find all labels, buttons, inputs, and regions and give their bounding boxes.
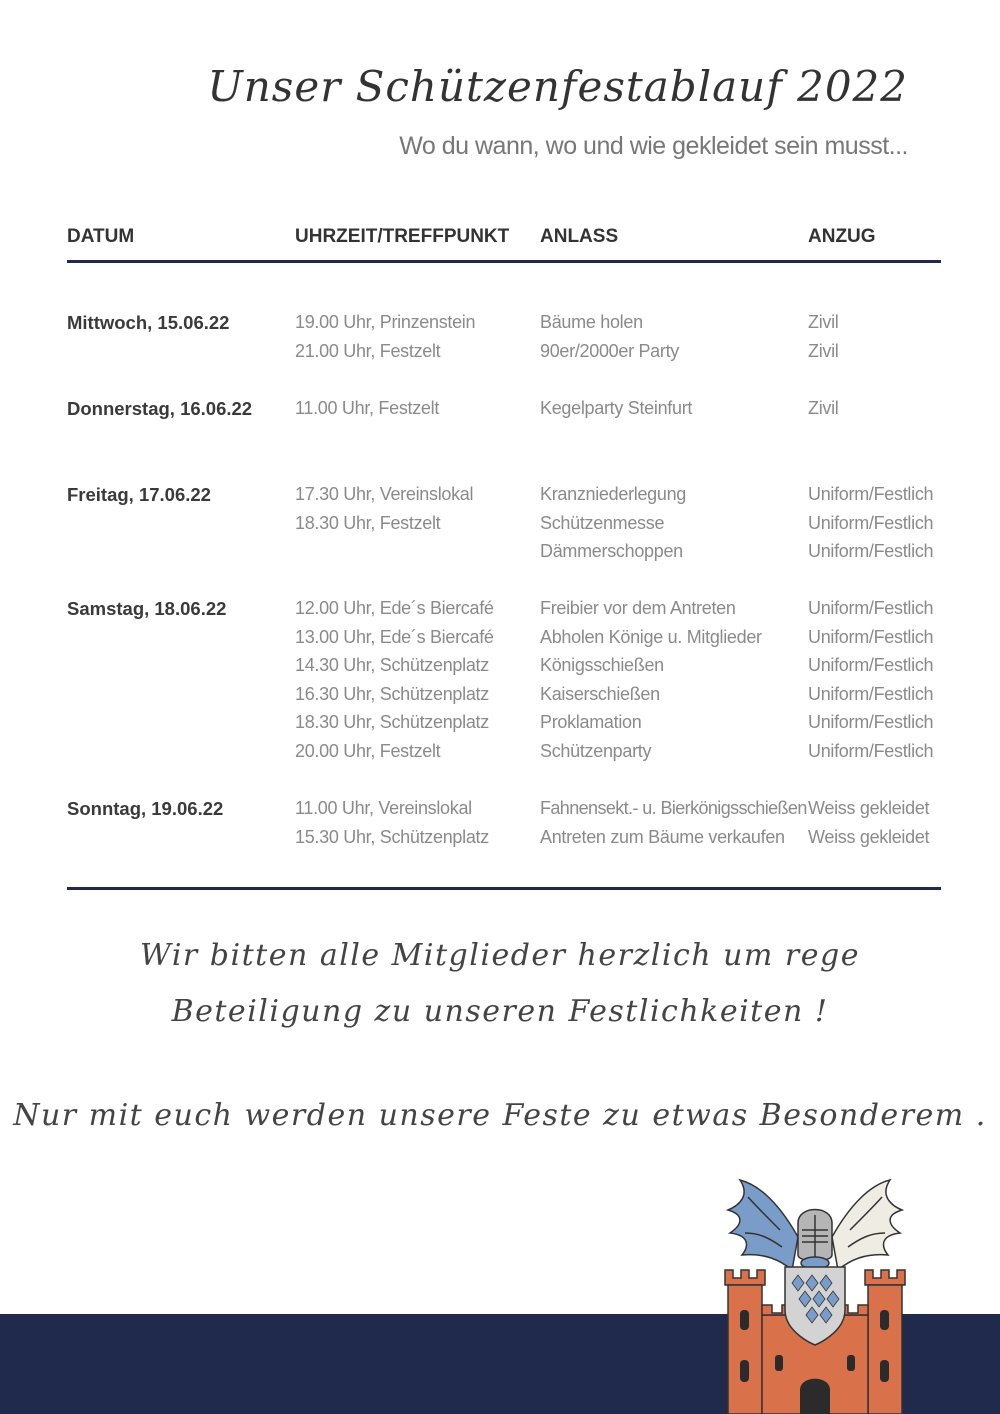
day-label: Samstag, 18.06.22: [67, 598, 227, 619]
time-cell: 20.00 Uhr, Festzelt: [295, 741, 441, 761]
page-subtitle: Wo du wann, wo und wie gekleidet sein musst...: [399, 132, 908, 160]
closing-line-3: Nur mit euch werden unsere Feste zu etwas Besonderem .: [13, 1098, 987, 1133]
column-header-event: ANLASS: [540, 226, 619, 247]
time-cell: 14.30 Uhr, Schützenplatz: [295, 655, 489, 675]
day-label: Freitag, 17.06.22: [67, 484, 211, 505]
time-cell: 15.30 Uhr, Schützenplatz: [295, 827, 489, 847]
attire-cell: Zivil: [808, 312, 839, 332]
event-cell: Kaiserschießen: [540, 684, 660, 704]
time-cell: 16.30 Uhr, Schützenplatz: [295, 684, 489, 704]
event-cell: Abholen Könige u. Mitglieder: [540, 627, 762, 647]
event-cell: Dämmerschoppen: [540, 541, 683, 561]
attire-cell: Uniform/Festlich: [808, 484, 934, 504]
attire-cell: Weiss gekleidet: [808, 798, 930, 818]
event-cell: Schützenmesse: [540, 513, 665, 533]
coat-of-arms-icon: [720, 1175, 910, 1414]
time-cell: 18.30 Uhr, Schützenplatz: [295, 712, 489, 732]
day-label: Sonntag, 19.06.22: [67, 798, 224, 819]
attire-cell: Uniform/Festlich: [808, 712, 934, 732]
attire-cell: Uniform/Festlich: [808, 684, 934, 704]
column-header-attire: ANZUG: [808, 226, 876, 247]
day-label: Donnerstag, 16.06.22: [67, 398, 253, 419]
time-cell: 17.30 Uhr, Vereinslokal: [295, 484, 474, 504]
event-cell: Königsschießen: [540, 655, 664, 675]
time-cell: 11.00 Uhr, Festzelt: [295, 398, 440, 418]
attire-cell: Uniform/Festlich: [808, 541, 934, 561]
attire-cell: Uniform/Festlich: [808, 741, 934, 761]
attire-cell: Zivil: [808, 341, 839, 361]
column-header-date: DATUM: [67, 226, 135, 247]
day-label: Mittwoch, 15.06.22: [67, 312, 230, 333]
attire-cell: Uniform/Festlich: [808, 655, 934, 675]
time-cell: 21.00 Uhr, Festzelt: [295, 341, 441, 361]
event-cell: 90er/2000er Party: [540, 341, 679, 361]
table-bottom-rule: [67, 887, 941, 890]
table-top-rule: [67, 260, 941, 263]
event-cell: Fahnensekt.- u. Bierkönigsschießen: [540, 798, 807, 818]
time-cell: 11.00 Uhr, Vereinslokal: [295, 798, 472, 818]
closing-line-1: Wir bitten alle Mitglieder herzlich um rege: [140, 938, 860, 973]
attire-cell: Weiss gekleidet: [808, 827, 930, 847]
event-cell: Antreten zum Bäume verkaufen: [540, 827, 785, 847]
time-cell: 19.00 Uhr, Prinzenstein: [295, 312, 476, 332]
attire-cell: Zivil: [808, 398, 839, 418]
event-cell: Proklamation: [540, 712, 642, 732]
event-cell: Kegelparty Steinfurt: [540, 398, 693, 418]
attire-cell: Uniform/Festlich: [808, 627, 934, 647]
page-title: Unser Schützenfestablauf 2022: [207, 62, 908, 111]
attire-cell: Uniform/Festlich: [808, 513, 934, 533]
attire-cell: Uniform/Festlich: [808, 598, 934, 618]
column-header-time: UHRZEIT/TREFFPUNKT: [295, 226, 510, 247]
event-cell: Kranzniederlegung: [540, 484, 687, 504]
event-cell: Bäume holen: [540, 312, 643, 332]
time-cell: 13.00 Uhr, Ede´s Biercafé: [295, 627, 494, 647]
event-cell: Schützenparty: [540, 741, 652, 761]
time-cell: 18.30 Uhr, Festzelt: [295, 513, 441, 533]
time-cell: 12.00 Uhr, Ede´s Biercafé: [295, 598, 494, 618]
closing-line-2: Beteiligung zu unseren Festlichkeiten !: [171, 994, 829, 1029]
event-cell: Freibier vor dem Antreten: [540, 598, 736, 618]
